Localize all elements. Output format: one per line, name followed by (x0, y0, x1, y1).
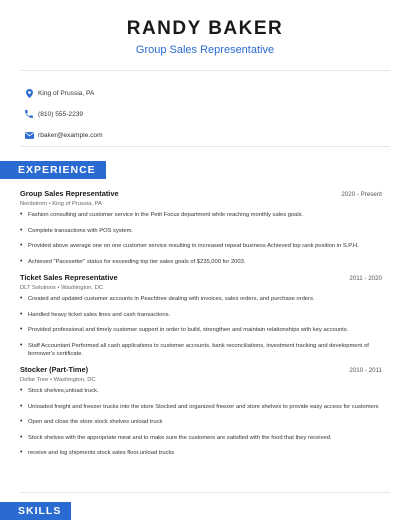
contact-location-text: King of Prussia, PA (38, 89, 95, 97)
job-company: DLT Solutions • Washington, DC (20, 285, 104, 291)
job-bullet: • Open and close the store stock shelves unload truck (20, 418, 382, 426)
skills-divider (20, 492, 390, 493)
job-bullet: • Achieved "Pacesetter" status for exceeding top tier sales goals of $235,000 for 2003. (20, 258, 382, 266)
contact-list (22, 84, 103, 144)
candidate-name: RANDY BAKER (126, 18, 284, 39)
job-bullet: • Provided above average one on one customer service resulting in increased repeat business Achieved top rank position in S.P.H. (20, 242, 382, 250)
job-entry (20, 273, 382, 358)
contact-email (22, 126, 103, 144)
job-title: Stocker (Part-Time) (20, 365, 89, 374)
job-company: Nordstrom • King of Prussia, PA (20, 201, 102, 207)
job-company: Dollar Tree • Washington, DC (20, 377, 96, 383)
contact-email-text: rbaker@example.com (38, 131, 103, 139)
job-bullet: • Fashion consulting and customer service in the Petit Focus department while reaching monthly sales goals. (20, 211, 382, 219)
job-bullet: • Complete transactions with POS system. (20, 227, 382, 235)
job-title: Group Sales Representative (20, 189, 119, 198)
job-bullet: • Stock shelves,unload truck. (20, 387, 382, 395)
contact-phone (22, 105, 103, 123)
job-bullet: • Provided professional and timely customer support in order to build, strengthen and maintain relationships with key accounts. (20, 326, 382, 334)
phone-icon (22, 110, 36, 118)
job-bullet: • receive and log shipments stock sales floor.unload trucks (20, 449, 382, 457)
job-dates: 2011 - 2020 (349, 275, 382, 282)
job-entry (20, 365, 382, 457)
location-pin-icon (22, 89, 36, 98)
job-title: Ticket Sales Representative (20, 273, 118, 282)
job-dates: 2010 - 2011 (349, 367, 382, 374)
section-heading-experience: EXPERIENCE (0, 161, 106, 179)
job-bullet: • Created and updated customer accounts in Peachtree dealing with invoices, sales orders, and purchase orders. (20, 295, 382, 303)
resume-header (0, 0, 410, 56)
job-bullet: • Staff Accountant Performed all cash applications to customer accounts, bank reconciliations, investment tracking and development of borrower's certificate. (20, 342, 382, 358)
job-dates: 2020 - Present (341, 191, 382, 198)
contact-location (22, 84, 103, 102)
job-bullet: • Stock shelves with the appropriate meat and to make sure the customers are satisfied with the food that they received. (20, 434, 382, 442)
job-bullet: • Handled heavy ticket sales lines and cash transactions. (20, 311, 382, 319)
job-entry (20, 189, 382, 266)
contact-phone-text: (810) 555-2239 (38, 110, 84, 118)
candidate-title: Group Sales Representative (135, 44, 275, 56)
section-heading-skills: SKILLS (0, 502, 71, 520)
job-bullet: • Unloaded freight and freezer trucks into the store Stocked and organized freezer and store shelves to provide easy access for customers (20, 403, 382, 411)
header-divider (20, 70, 390, 71)
experience-list (20, 189, 382, 465)
contact-divider (20, 146, 390, 147)
email-icon (22, 132, 36, 139)
